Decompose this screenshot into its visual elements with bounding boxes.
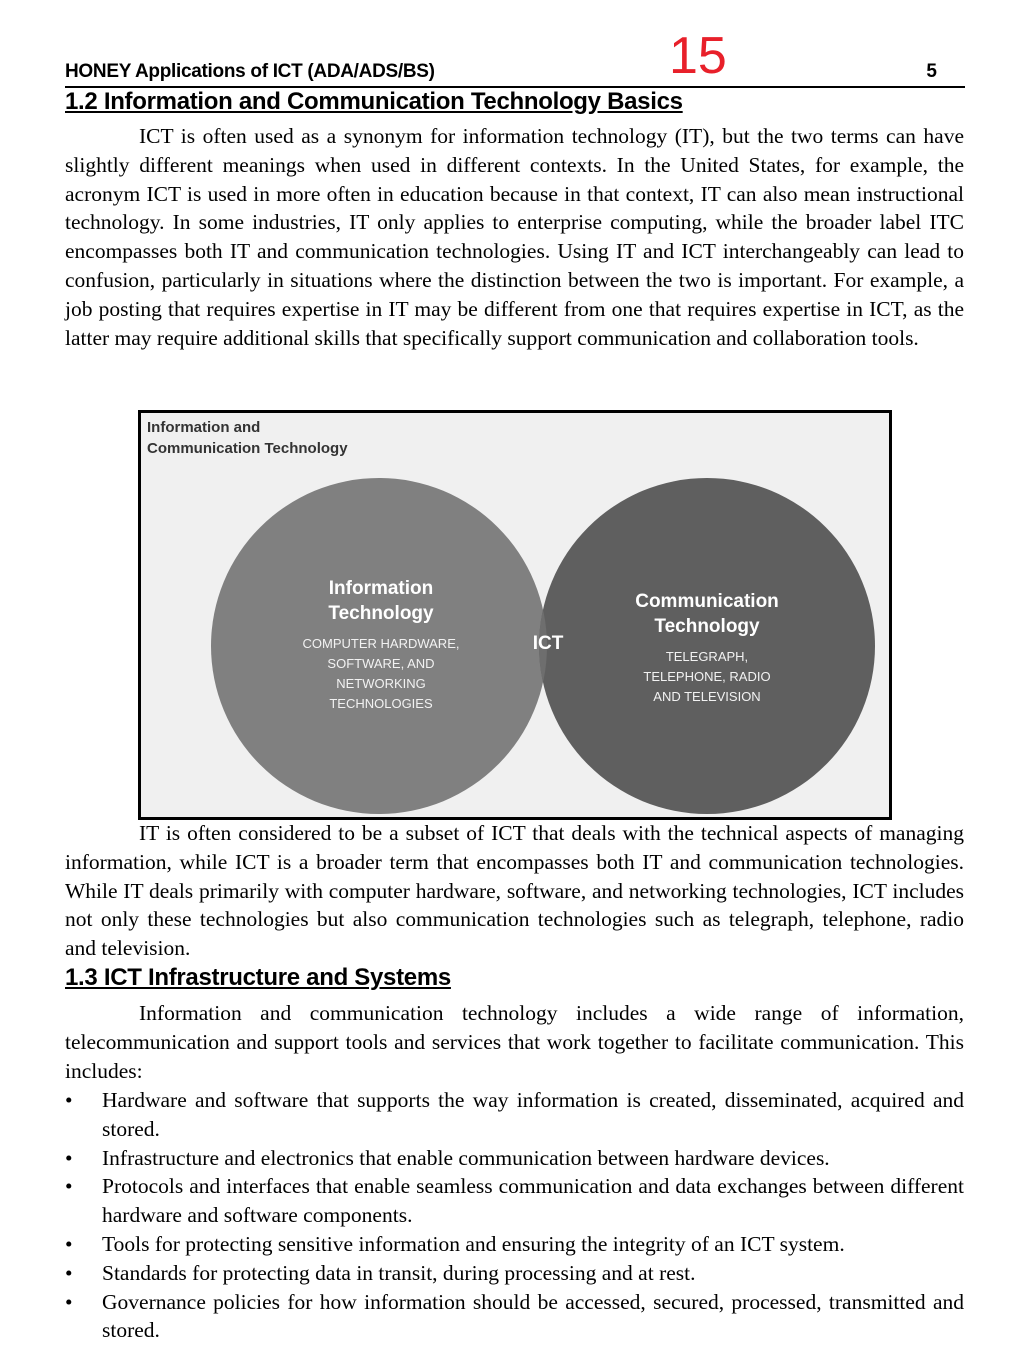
- paragraph-it-subset: [65, 819, 964, 963]
- paragraph-text: Information and communication technology includes a wide range of information, telecommunication and support tools and services that work together to facilitate communication. This includes:: [65, 1001, 964, 1083]
- page-number: 5: [926, 61, 937, 82]
- list-item: • Tools for protecting sensitive information and ensuring the integrity of an ICT system.: [65, 1230, 964, 1259]
- venn-diagram-figure: [138, 410, 892, 820]
- figure-title: Information and Communication Technology: [147, 419, 348, 457]
- ict-components-list: [65, 1086, 964, 1345]
- list-item: • Standards for protecting data in transit, during processing and at rest.: [65, 1259, 964, 1288]
- list-item: • Hardware and software that supports the way information is created, disseminated, acquired and stored.: [65, 1088, 964, 1141]
- bullet-icon: •: [65, 1145, 73, 1170]
- paragraph-text: IT is often considered to be a subset of ICT that deals with the technical aspects of managing information, while ICT is a broader term that encompasses both IT and communication technologies. While IT deals primarily with computer hardware, software, and networking technologies, ICT includes not only these technologies but also communication technologies such as telegraph, telephone, radio and television.: [65, 821, 964, 961]
- list-item: • Protocols and interfaces that enable seamless communication and data exchanges between different hardware and software components.: [65, 1174, 964, 1228]
- bullet-icon: •: [65, 1088, 73, 1112]
- ict-overlap-label: ICT: [532, 633, 564, 654]
- paragraph-ict-infrastructure: [65, 999, 964, 1085]
- bullet-icon: •: [65, 1174, 73, 1199]
- stamp-number: 15: [669, 27, 727, 85]
- bullet-icon: •: [65, 1231, 73, 1256]
- bullet-icon: •: [65, 1260, 73, 1285]
- it-circle-sublabel: COMPUTER HARDWARE, SOFTWARE, AND NETWORKING TECHNOLOGIES: [302, 636, 460, 711]
- page-header: [65, 24, 965, 88]
- list-item: • Governance policies for how information should be accessed, secured, processed, transmitted and stored.: [65, 1289, 964, 1343]
- section-heading-1-2: 1.2 Information and Communication Technology Basics: [65, 88, 683, 115]
- ct-circle-label: Communication Technology TELEGRAPH, TELEPHONE, RADIO AND TELEVISION: [587, 589, 827, 707]
- it-circle-label: Information Technology COMPUTER HARDWARE, SOFTWARE, AND NETWORKING TECHNOLOGIES: [261, 576, 501, 714]
- bullet-icon: •: [65, 1289, 73, 1314]
- paragraph-ict-intro: [65, 122, 964, 352]
- ct-circle-sublabel: TELEGRAPH, TELEPHONE, RADIO AND TELEVISION: [643, 649, 771, 704]
- header-title: HONEY Applications of ICT (ADA/ADS/BS): [65, 61, 435, 82]
- paragraph-text: ICT is often used as a synonym for information technology (IT), but the two terms can have slightly different meanings when used in different contexts. In the United States, for example, the acronym ICT is used in more often in education because in that context, IT can also mean instructional technology. In some industries, IT only applies to enterprise computing, while the broader label ITC encompasses both IT and communication technologies. Using IT and ICT interchangeably can lead to confusion, particularly in situations where the distinction between the two is important. For example, a job posting that requires expertise in IT may be different from one that requires expertise in ICT, as the latter may require additional skills that specifically support communication and collaboration tools.: [65, 124, 964, 350]
- list-item: • Infrastructure and electronics that enable communication between hardware devices.: [65, 1144, 964, 1173]
- section-heading-1-3: 1.3 ICT Infrastructure and Systems: [65, 964, 451, 991]
